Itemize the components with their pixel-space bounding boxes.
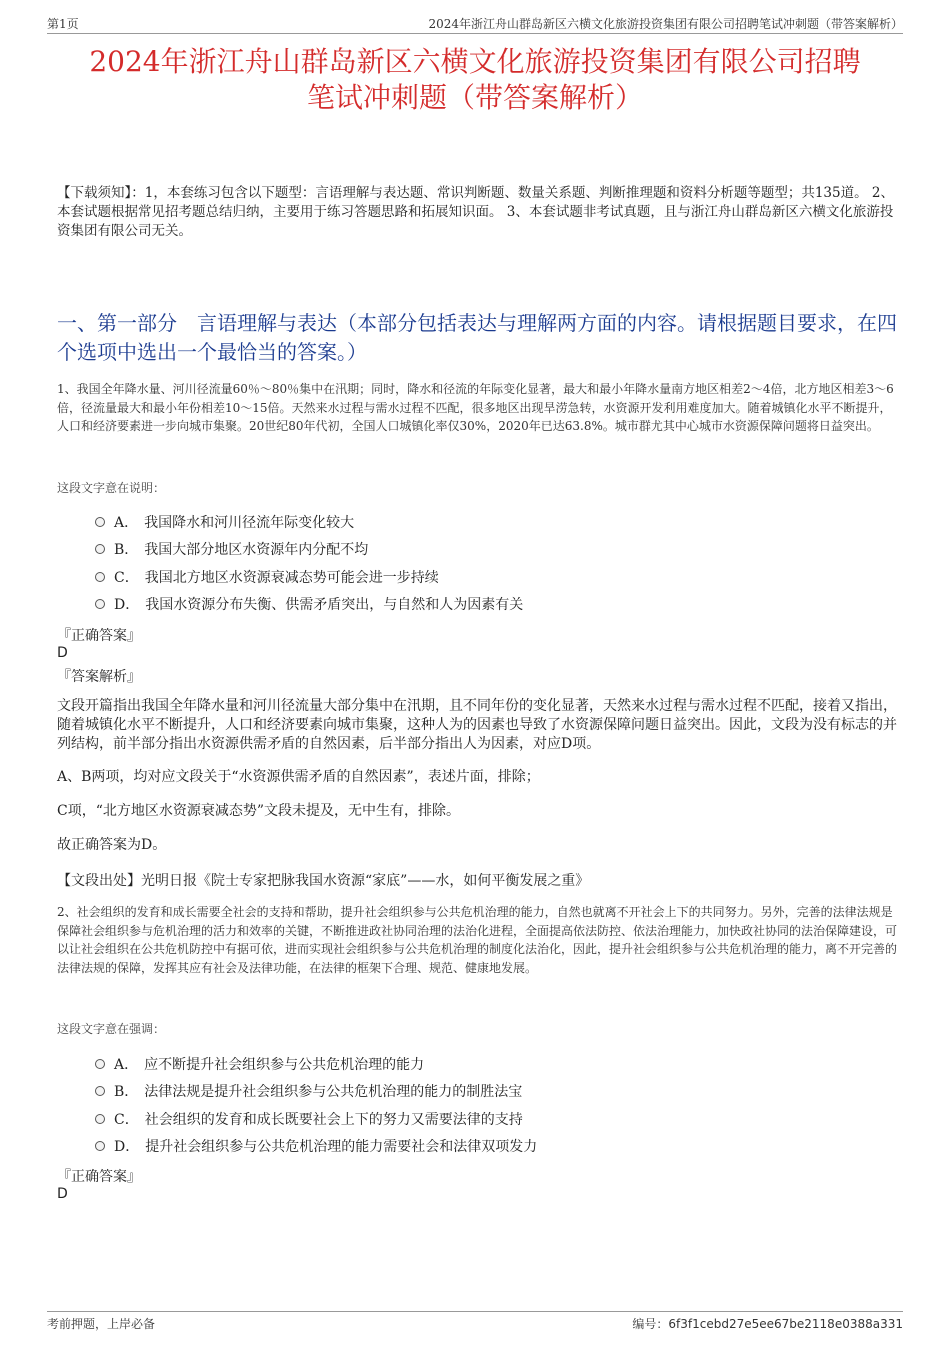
radio-icon[interactable]	[95, 544, 105, 554]
radio-icon[interactable]	[95, 599, 105, 609]
section-title: 一、第一部分 言语理解与表达（本部分包括表达与理解两方面的内容。请根据题目要求，在四个选项中选出一个最恰当的答案。）	[57, 311, 897, 364]
footer-code-label: 编号：	[632, 1317, 669, 1331]
option-letter: A．	[114, 1056, 139, 1073]
question-1-options	[95, 508, 523, 618]
question-1-analysis-para-1: 文段开篇指出我国全年降水量和河川径流量大部分集中在汛期，且不同年份的变化显著，天然来水过程与需水过程不匹配，接着又指出，随着城镇化水平不断提升，人口和经济要素向城市集聚，这种人为的因素也导致了水资源保障问题日益突出。因此，文段为没有标志的并列结构，前半部分指出水资源供需矛盾的自然因素，后半部分指出人为因素，对应D项。	[57, 698, 897, 752]
option-text: 我国水资源分布失衡、供需矛盾突出，与自然和人为因素有关	[145, 597, 524, 614]
option-text: 我国北方地区水资源衰减态势可能会进一步持续	[144, 569, 439, 586]
option-c[interactable]	[95, 1105, 537, 1133]
question-2-text: 2、社会组织的发育和成长需要全社会的支持和帮助，提升社会组织参与公共危机治理的能力，自然也就离不开社会上下的共同努力。另外，完善的法律法规是保障社会组织参与危机治理的活力和效率的关键，不断推进政社协同治理的法治化进程，全面提高依法防控、依法治理能力，加快政社协同的法治保障建设，可以让社会组织在公共危机防控中有据可依，进而实现社会组织参与公共危机治理的制度化法治化，因此，提升社会组织参与公共危机治理的能力，离不开完善的法律法规的保障，发挥其应有社会及法律功能，在法律的框架下合理、规范、健康地发展。	[57, 905, 898, 975]
option-text: 法律法规是提升社会组织参与公共危机治理的能力的制胜法宝	[144, 1084, 523, 1101]
page-footer	[47, 1311, 903, 1330]
option-letter: C．	[114, 569, 139, 586]
download-notice: 【下载须知】：1，本套练习包含以下题型：言语理解与表达题、常识判断题、数量关系题、判断推理题和资料分析题等题型；共135道。 2、本套试题根据常见招考题总结归纳，主要用于练习答题思路和拓展知识面。 3、本套试题非考试真题，且与浙江舟山群岛新区六横文化旅游投资集团有限公司无关。	[57, 185, 894, 239]
option-text: 社会组织的发育和成长既要社会上下的努力又需要法律的支持	[144, 1111, 523, 1128]
question-1-analysis-para-2: A、B两项，均对应文段关于“水资源供需矛盾的自然因素”，表述片面，排除；	[57, 769, 540, 785]
document-title	[40, 44, 910, 116]
question-1-analysis-para-3: C项，“北方地区水资源衰减态势”文段未提及，无中生有，排除。	[57, 803, 461, 819]
option-text: 我国大部分地区水资源年内分配不均	[144, 542, 369, 559]
option-letter: A．	[114, 514, 139, 531]
question-1-text: 1、我国全年降水量、河川径流量60％～80％集中在汛期；同时，降水和径流的年际变化显著，最大和最小年降水量南方地区相差2～4倍，北方地区相差3～6倍，径流量最大和最小年份相差10～15倍。天然来水过程与需水过程不匹配，很多地区出现旱涝急转，水资源开发利用难度加大。随着城镇化水平不断提升，人口和经济要素进一步向城市集聚。20世纪80年代初，全国人口城镇化率仅30%，2020年已达63.8%。城市群尤其中心城市水资源保障问题将日益突出。	[57, 382, 894, 433]
question-1-answer: D	[57, 645, 68, 661]
option-letter: C．	[114, 1111, 139, 1128]
footer-slogan: 考前押题，上岸必备	[47, 1317, 156, 1331]
question-1-answer-label: 『正确答案』	[57, 628, 141, 644]
question-2-options	[95, 1050, 537, 1160]
option-letter: D．	[114, 597, 140, 614]
option-letter: D．	[114, 1139, 140, 1156]
option-text: 我国降水和河川径流年际变化较大	[144, 514, 355, 531]
question-1-prompt: 这段文字意在说明：	[57, 481, 166, 495]
document-title-line1: 2024年浙江舟山群岛新区六横文化旅游投资集团有限公司招聘	[89, 45, 861, 78]
question-1-analysis-para-4: 故正确答案为D。	[57, 837, 167, 853]
footer-code-value: 6f3f1cebd27e5ee67be2118e0388a331	[668, 1317, 903, 1331]
option-b[interactable]	[95, 536, 523, 564]
radio-icon[interactable]	[95, 1141, 105, 1151]
radio-icon[interactable]	[95, 1114, 105, 1124]
radio-icon[interactable]	[95, 572, 105, 582]
option-d[interactable]	[95, 1133, 537, 1161]
question-1-analysis-label: 『答案解析』	[57, 669, 141, 685]
option-c[interactable]	[95, 563, 523, 591]
option-text: 提升社会组织参与公共危机治理的能力需要社会和法律双项发力	[145, 1139, 538, 1156]
option-letter: B．	[114, 1084, 139, 1101]
option-a[interactable]	[95, 1050, 537, 1078]
option-a[interactable]	[95, 508, 523, 536]
radio-icon[interactable]	[95, 1086, 105, 1096]
radio-icon[interactable]	[95, 1059, 105, 1069]
question-2-answer: D	[57, 1186, 68, 1202]
document-title-line2: 笔试冲刺题（带答案解析）	[306, 81, 643, 114]
option-d[interactable]	[95, 591, 523, 619]
page-header	[47, 13, 903, 34]
option-text: 应不断提升社会组织参与公共危机治理的能力	[144, 1056, 425, 1073]
question-2-prompt: 这段文字意在强调：	[57, 1022, 166, 1036]
page-number: 第1页	[47, 17, 79, 31]
option-letter: B．	[114, 542, 139, 559]
footer-code	[632, 1315, 903, 1332]
option-b[interactable]	[95, 1078, 537, 1106]
question-1-source: 【文段出处】光明日报《院士专家把脉我国水资源“家底”——水，如何平衡发展之重》	[57, 873, 590, 889]
radio-icon[interactable]	[95, 517, 105, 527]
question-2-answer-label: 『正确答案』	[57, 1169, 141, 1185]
header-doc-title: 2024年浙江舟山群岛新区六横文化旅游投资集团有限公司招聘笔试冲刺题（带答案解析）	[428, 17, 903, 31]
